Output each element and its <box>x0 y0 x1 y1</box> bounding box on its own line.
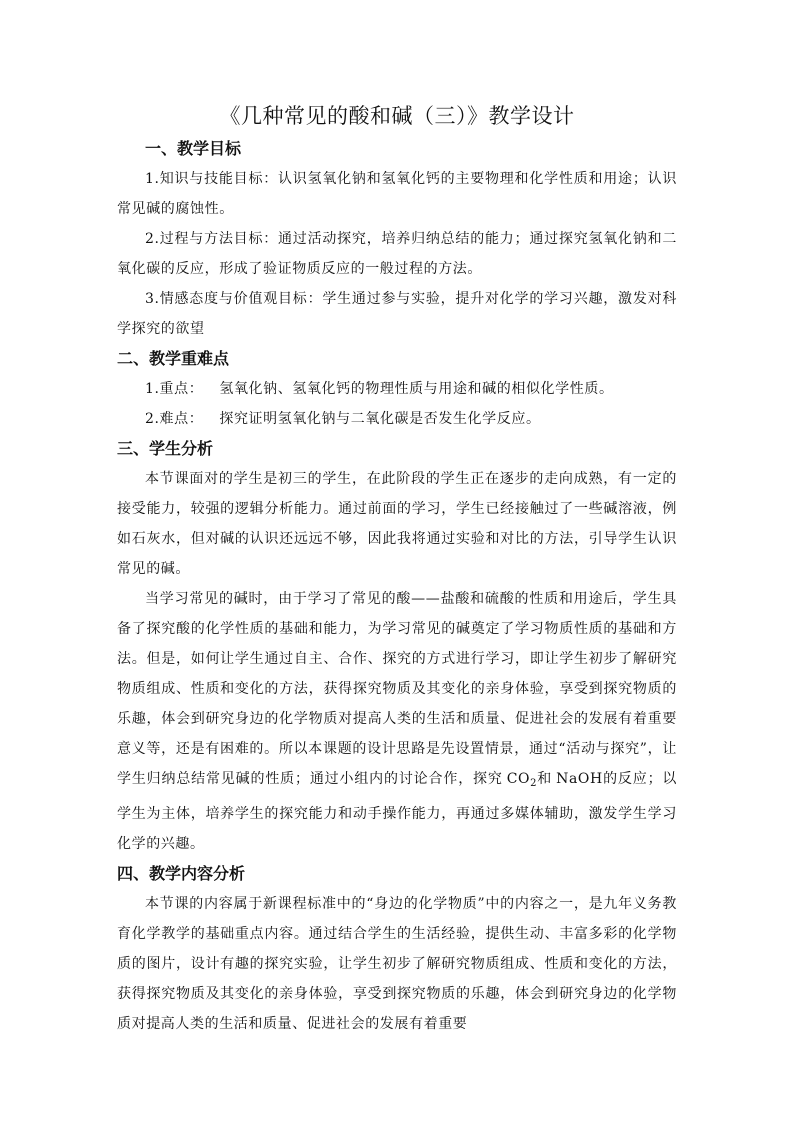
student-analysis-paragraph-2-part-2: 的反应；以学生为主体，培养学生的探究能力和动手操作能力，再通过多媒体辅助，激发学生学习化学的兴趣。 <box>117 771 677 852</box>
section-heading-student-analysis: 三、学生分析 <box>117 439 214 458</box>
naoh-formula: NaOH <box>556 771 603 787</box>
student-analysis-paragraph-1: 本节课面对的学生是初三的学生，在此阶段的学生正在逐步的走向成熟，有一定的接受能力，较强的逻辑分析能力。通过前面的学习，学生已经接触过了一些碱溶液，例如石灰水，但对碱的认识还远远不够，因此我将通过实验和对比的方法，引导学生认识常见的碱。 <box>117 471 677 577</box>
key-point-focus <box>117 374 677 404</box>
key-point-difficulty-label: 2.难点： <box>145 411 204 427</box>
document-title: 《几种常见的酸和碱（三）》教学设计 <box>219 104 575 128</box>
co2-formula-subscript: 2 <box>530 778 538 789</box>
student-analysis-paragraph-2-part-1: 当学习常见的碱时，由于学习了常见的酸——盐酸和硫酸的性质和用途后，学生具备了探究酸的化学性质的基础和能力，为学习常见的碱奠定了学习物质性质的基础和方法。但是，如何让学生通过自主、合作、探究的方式进行学习，即让学生初步了解研究物质组成、性质和变化的方法，获得探究物质及其变化的亲身体验，享受到探究物质的乐趣，体会到研究身边的化学物质对提高人类的生活和质量、促进社会的发展有着重要意义等，还是有困难的。所以本课题的设计思路是先设置情景，通过“活动与探究”，让学生归纳总结常见碱的性质；通过小组内的讨论合作，探究 <box>117 591 677 787</box>
section-heading-objectives: 一、教学目标 <box>145 139 242 158</box>
co2-formula-base: CO <box>506 771 531 787</box>
key-point-difficulty <box>117 404 677 434</box>
objective-item-attitude: 3.情感态度与价值观目标：学生通过参与实验，提升对化学的学习兴趣，激发对科学探究的欲望 <box>117 291 677 337</box>
section-heading-content-analysis: 四、教学内容分析 <box>117 864 246 883</box>
key-point-focus-label: 1.重点： <box>145 381 204 397</box>
student-analysis-paragraph-2 <box>117 584 677 859</box>
section-heading-key-points: 二、教学重难点 <box>117 349 230 368</box>
objective-item-knowledge: 1.知识与技能目标：认识氢氧化钠和氢氧化钙的主要物理和化学性质和用途；认识常见碱的腐蚀性。 <box>117 171 677 217</box>
objective-item-process: 2.过程与方法目标：通过活动探究，培养归纳总结的能力；通过探究氢氧化钠和二氧化碳的反应，形成了验证物质反应的一般过程的方法。 <box>117 231 677 277</box>
content-analysis-paragraph: 本节课的内容属于新课程标准中的“身边的化学物质”中的内容之一，是九年义务教育化学教学的基础重点内容。通过结合学生的生活经验，提供生动、丰富多彩的化学物质的图片，设计有趣的探究实验，让学生初步了解研究物质组成、性质和变化的方法，获得探究物质及其变化的亲身体验，享受到探究物质的乐趣，体会到研究身边的化学物质对提高人类的生活和质量、促进社会的发展有着重要 <box>117 896 677 1032</box>
co2-formula <box>507 771 537 787</box>
key-point-focus-text: 氢氧化钠、氢氧化钙的物理性质与用途和碱的相似化学性质。 <box>219 381 614 397</box>
key-point-difficulty-text: 探究证明氢氧化钠与二氧化碳是否发生化学反应。 <box>219 411 541 427</box>
student-analysis-paragraph-2-and: 和 <box>537 771 553 787</box>
document-body <box>117 134 677 1039</box>
